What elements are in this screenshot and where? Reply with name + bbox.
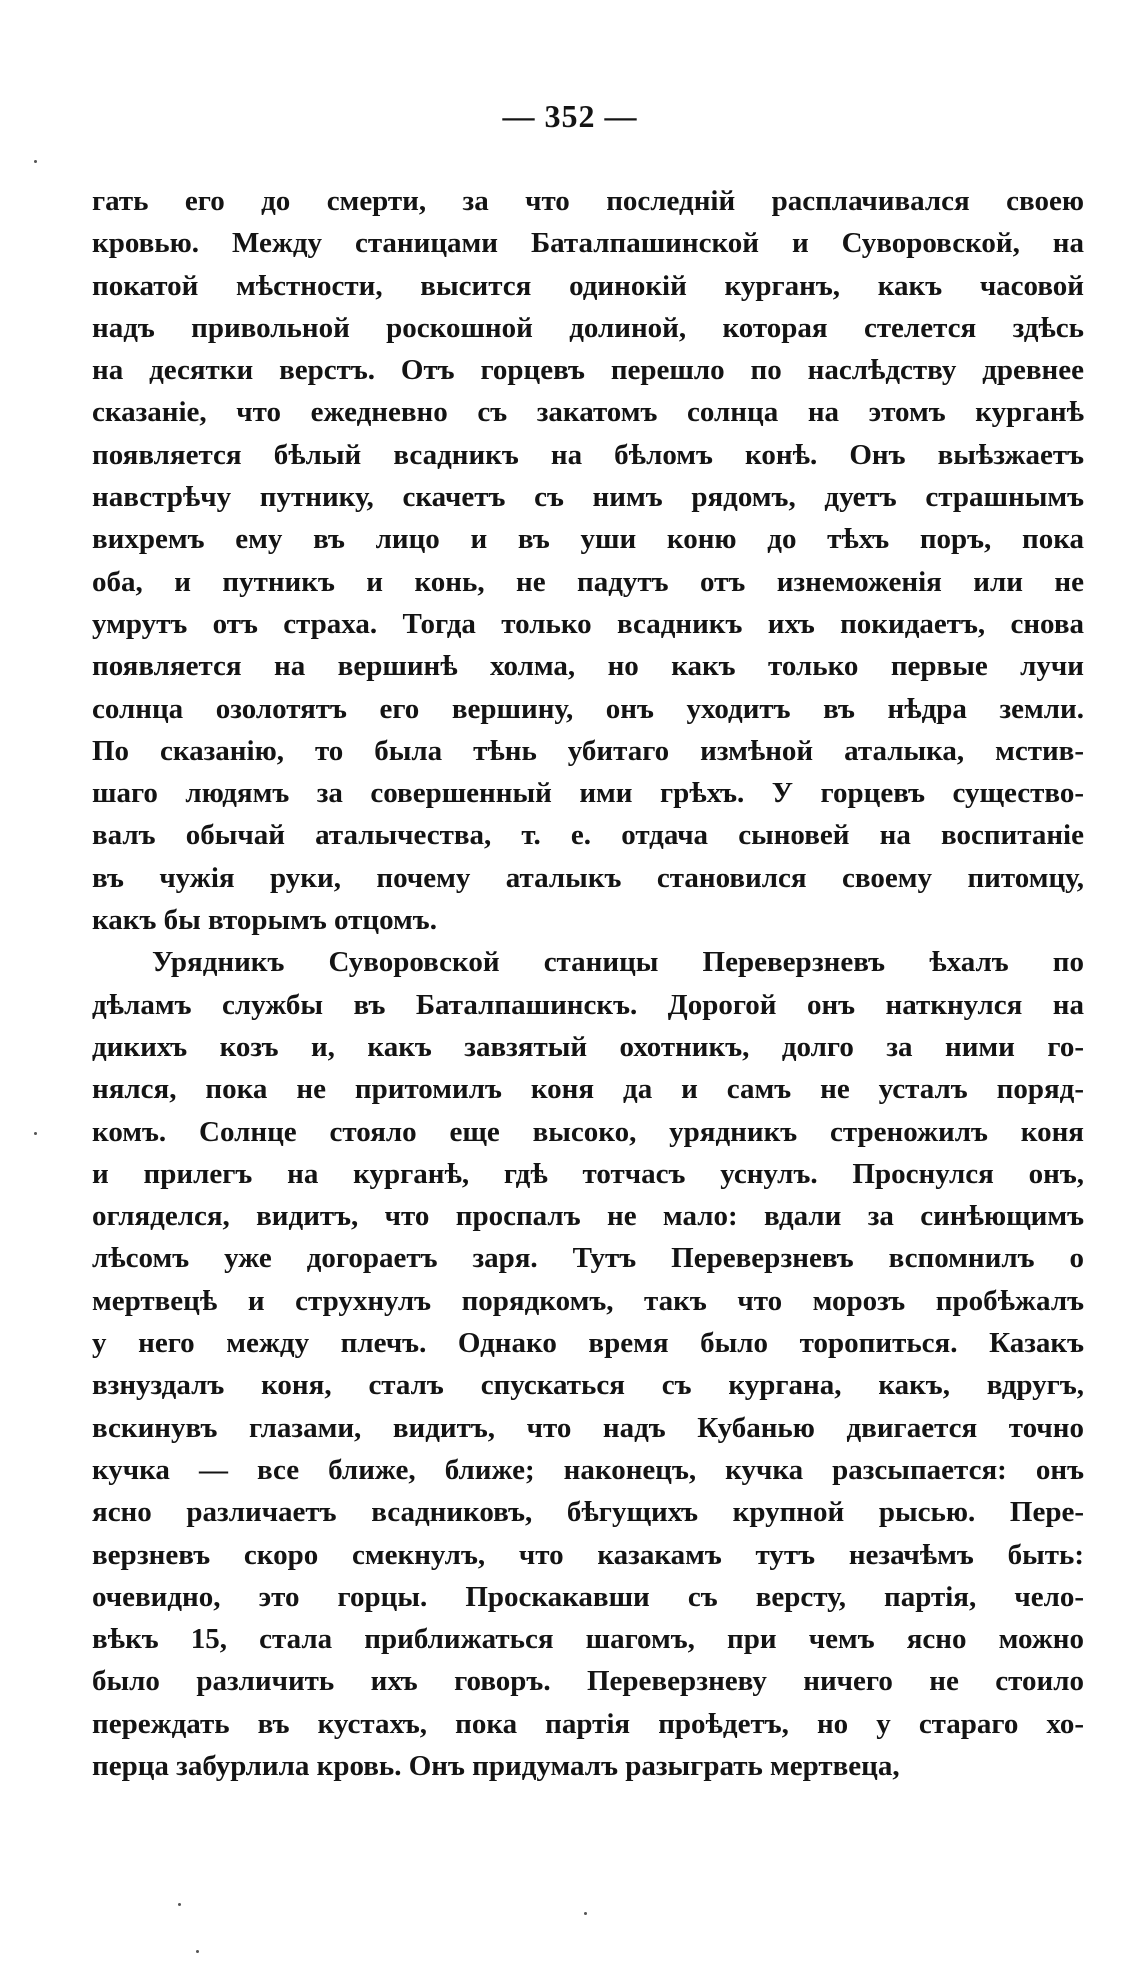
text-line: дикихъ козъ и, какъ завзятый охотникъ, долго за ними го-	[92, 1030, 1084, 1063]
text-line: комъ. Солнце стояло еще высоко, урядникъ стреножилъ коня	[92, 1115, 1084, 1148]
text-line: Урядникъ Суворовской станицы Переверзневъ ѣхалъ по	[152, 946, 1084, 979]
text-line: у него между плечъ. Однако время было торопиться. Казакъ	[92, 1327, 1084, 1360]
scan-speck	[196, 1950, 199, 1953]
text-line: солнца озолотятъ его вершину, онъ уходитъ въ нѣдра земли.	[92, 692, 1084, 725]
scan-speck	[584, 1912, 587, 1915]
text-line: надъ привольной роскошной долиной, которая стелется здѣсь	[92, 311, 1084, 344]
text-line: нялся, пока не притомилъ коня да и самъ не усталъ поряд-	[92, 1073, 1084, 1106]
body-text	[92, 180, 1084, 1787]
text-line: на десятки верстъ. Отъ горцевъ перешло по наслѣдству древнее	[92, 354, 1084, 387]
text-line: появляется бѣлый всадникъ на бѣломъ конѣ. Онъ выѣзжаетъ	[92, 438, 1084, 471]
text-line: очевидно, это горцы. Проскакавши съ версту, партія, чело-	[92, 1580, 1084, 1613]
scan-speck	[34, 160, 37, 163]
text-line: верзневъ скоро смекнулъ, что казакамъ тутъ незачѣмъ быть:	[92, 1538, 1084, 1571]
text-line: перца забурлила кровь. Онъ придумалъ разыграть мертвеца,	[92, 1749, 900, 1782]
text-line: дѣламъ службы въ Баталпашинскъ. Дорогой онъ наткнулся на	[92, 988, 1084, 1021]
text-line: вихремъ ему въ лицо и въ уши коню до тѣхъ поръ, пока	[92, 523, 1084, 556]
text-line: гать его до смерти, за что последній расплачивался своею	[92, 185, 1084, 217]
text-line: шаго людямъ за совершенный ими грѣхъ. У горцевъ существо-	[92, 777, 1084, 810]
text-line: ясно различаетъ всадниковъ, бѣгущихъ крупной рысью. Пере-	[92, 1496, 1084, 1529]
text-line: въ чужія руки, почему аталыкъ становился своему питомцу,	[92, 861, 1084, 894]
text-line: лѣсомъ уже догораетъ заря. Тутъ Переверзневъ вспомнилъ о	[92, 1242, 1084, 1275]
scan-speck	[178, 1903, 181, 1906]
text-line: валъ обычай аталычества, т. е. отдача сыновей на воспитаніе	[92, 819, 1084, 852]
paragraph-2	[92, 941, 1084, 1787]
text-line: навстрѣчу путнику, скачетъ съ нимъ рядомъ, дуетъ страшнымъ	[92, 481, 1084, 514]
text-line: сказаніе, что ежедневно съ закатомъ солнца на этомъ курганѣ	[92, 396, 1084, 429]
paragraph-1	[92, 180, 1084, 941]
text-line: кровью. Между станицами Баталпашинской и Суворовской, на	[92, 227, 1084, 260]
text-line: кучка — все ближе, ближе; наконецъ, кучка разсыпается: онъ	[92, 1453, 1084, 1486]
text-line: какъ бы вторымъ отцомъ.	[92, 904, 437, 937]
text-line: огляделся, видитъ, что проспалъ не мало: вдали за синѣющимъ	[92, 1200, 1084, 1233]
scan-speck	[34, 1132, 37, 1135]
text-line: вскинувъ глазами, видитъ, что надъ Кубанью двигается точно	[92, 1411, 1084, 1444]
text-line: переждать въ кустахъ, пока партія проѣдетъ, но у стараго хо-	[92, 1707, 1084, 1740]
text-line: По сказанію, то была тѣнь убитаго измѣной аталыка, мстив-	[92, 734, 1084, 767]
text-line: и прилегъ на курганѣ, гдѣ тотчасъ уснулъ. Проснулся онъ,	[92, 1157, 1084, 1190]
text-line: умрутъ отъ страха. Тогда только всадникъ ихъ покидаетъ, снова	[92, 607, 1084, 640]
text-line: взнуздалъ коня, сталъ спускаться съ кургана, какъ, вдругъ,	[92, 1369, 1084, 1402]
text-line: мертвецѣ и струхнулъ порядкомъ, такъ что морозъ пробѣжалъ	[92, 1284, 1084, 1317]
page-number: — 352 —	[502, 98, 638, 134]
text-line: появляется на вершинѣ холма, но какъ только первые лучи	[92, 650, 1084, 683]
text-line: было различить ихъ говоръ. Переверзневу ничего не стоило	[92, 1665, 1084, 1698]
text-line: оба, и путникъ и конь, не падутъ отъ изнеможенія или не	[92, 565, 1084, 598]
text-line: покатой мѣстности, высится одинокій курганъ, какъ часовой	[92, 269, 1084, 302]
text-line: вѣкъ 15, стала приближаться шагомъ, при чемъ ясно можно	[92, 1623, 1084, 1656]
